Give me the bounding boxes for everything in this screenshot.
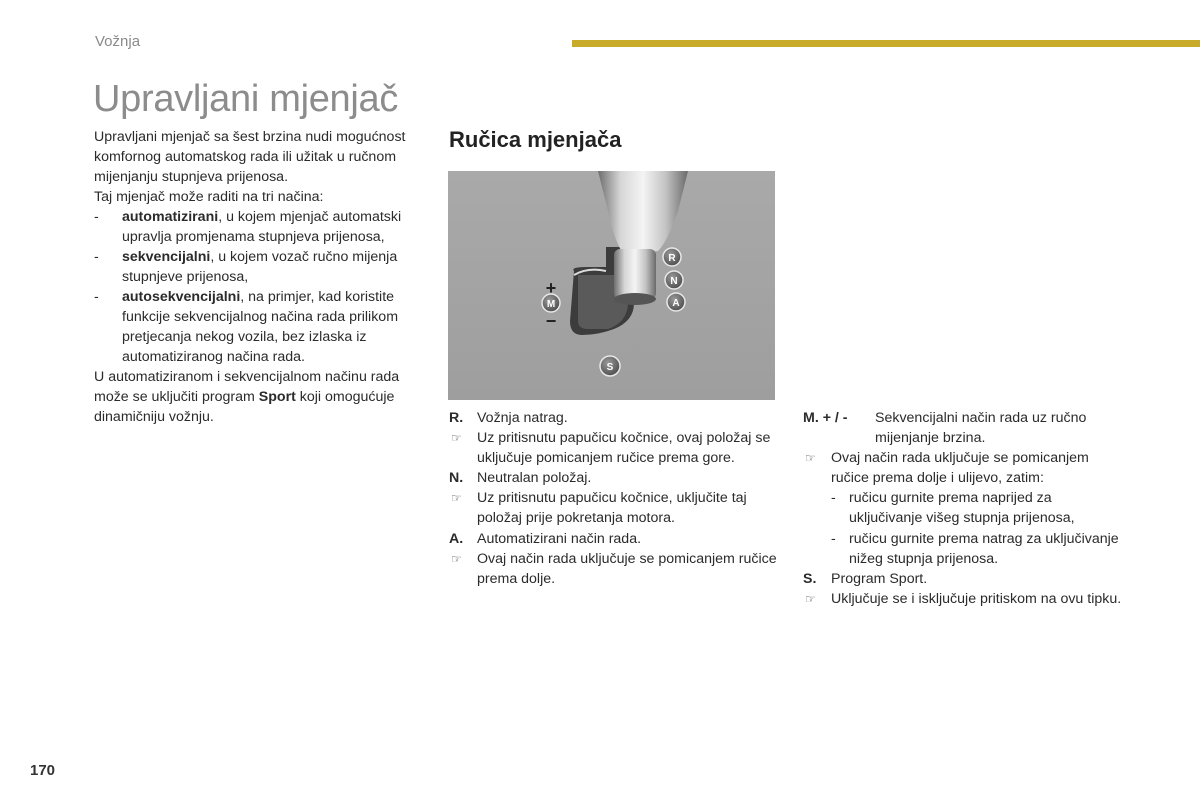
position-m: M. + / - Sekvencijalni način rada uz ručno mijenjanje brzina. (803, 410, 1087, 447)
badge-n (665, 271, 683, 289)
gear-lever-illustration (448, 171, 775, 400)
gear-lever-svg (448, 171, 775, 400)
pointer-icon: ☞ (451, 491, 462, 506)
svg-text:R: R (668, 253, 676, 264)
svg-text:N: N (670, 276, 678, 287)
mode-item-autosequential: - autosekvencijalni, na primjer, kad koristite funkcije sekvencijalnog načina rada prilikom pretjecanja nekog vozila, bez izlaska iz automatiziranog načina rada. (94, 289, 399, 365)
sport-paragraph: U automatiziranom i sekvencijalnom načinu rada može se uključiti program Sport koji omogućuje dinamičniju vožnju. (94, 369, 400, 425)
position-n-note: ☞ Uz pritisnutu papučicu kočnice, uključite taj položaj prije pokretanja motora. (451, 490, 747, 527)
position-s-note: ☞ Uključuje se i isključuje pritiskom na ovu tipku. (803, 589, 1123, 609)
pointer-icon: ☞ (805, 591, 816, 606)
page-number: 170 (30, 762, 56, 779)
upshift-item: - ručicu gurnite prema naprijed za uključivanje višeg stupnja prijenosa, (831, 490, 1075, 527)
svg-text:M: M (546, 299, 556, 310)
badge-a (667, 293, 685, 311)
position-a-note: ☞ Ovaj način rada uključuje se pomicanjem ručice prema dolje. (451, 550, 777, 587)
position-r: R. Vožnja natrag. (449, 410, 568, 426)
pointer-icon: ☞ (805, 451, 816, 466)
plus-sign: + (545, 278, 557, 298)
position-a: A. Automatizirani način rada. (449, 530, 642, 547)
svg-text:A: A (672, 298, 680, 309)
section-subheading: Ručica mjenjača (449, 127, 622, 152)
position-r-note: ☞ Uz pritisnutu papučicu kočnice, ovaj položaj se uključuje pomicanjem ručice prema gore. (451, 430, 771, 467)
svg-text:S: S (606, 362, 614, 373)
pointer-icon: ☞ (451, 551, 462, 566)
modes-column (803, 408, 1123, 609)
mode-item-sequential: - sekvencijalni, u kojem vozač ručno mijenja stupnjeve prijenosa, (94, 249, 398, 285)
position-m-note: ☞ Ovaj način rada uključuje se pomicanjem ručice prema dolje i ulijevo, zatim: (805, 450, 1089, 487)
position-s: S. Program Sport. (803, 570, 928, 587)
mode-item-automatic: - automatizirani, u kojem mjenjač automatski upravlja promjenama stupnjeva prijenosa, (94, 209, 402, 245)
header-accent-bar (572, 40, 1200, 47)
intro-paragraph: Upravljani mjenjač sa šest brzina nudi mogućnost komfornog automatskog rada ili užitak u ručnom mijenjanju stupnjeva prijenosa. (94, 129, 406, 185)
section-label: Vožnja (95, 33, 141, 50)
page-title: Upravljani mjenjač (93, 78, 399, 120)
pointer-icon: ☞ (451, 431, 462, 446)
badge-r (663, 248, 681, 266)
positions-column (449, 408, 779, 589)
intro-modes-lead: Taj mjenjač može raditi na tri načina: (94, 189, 324, 205)
badge-s (600, 356, 620, 376)
position-n: N. Neutralan položaj. (449, 470, 592, 487)
gear-lever-shaft (614, 249, 656, 299)
minus-sign: − (545, 311, 557, 331)
intro-text (94, 127, 434, 427)
downshift-item: - ručicu gurnite prema natrag za uključivanje nižeg stupnja prijenosa. (831, 530, 1119, 567)
